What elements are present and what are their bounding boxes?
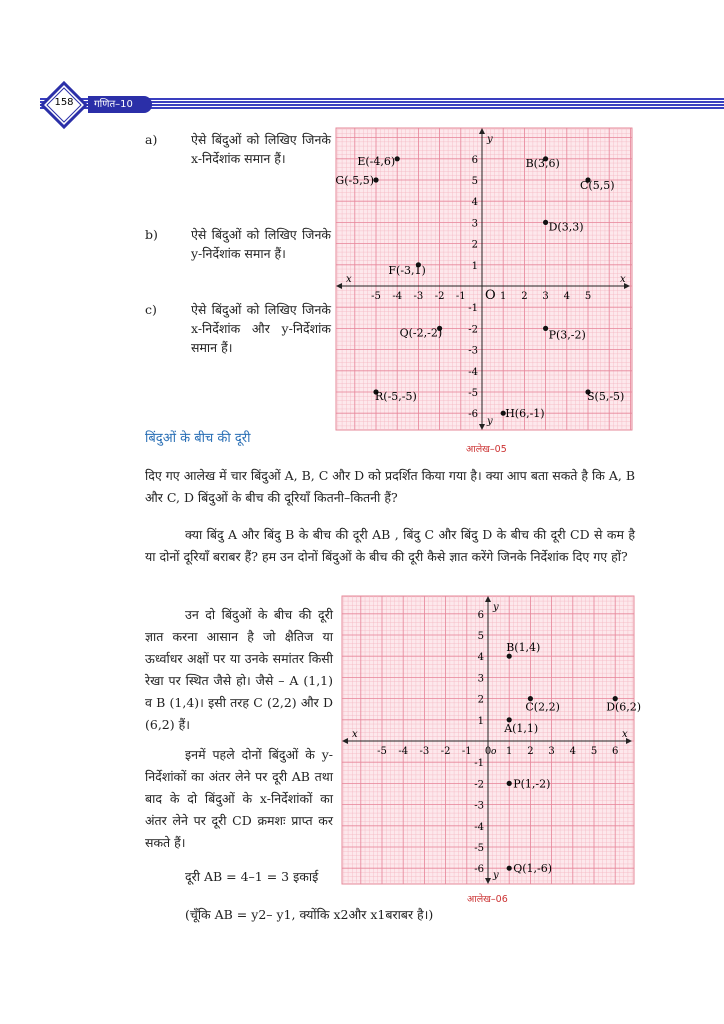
y-tick-label: 5: [477, 631, 484, 642]
data-point: [507, 654, 512, 659]
y-tick-label: -3: [474, 800, 484, 812]
y-axis-label: y: [487, 134, 493, 145]
y-axis-label-neg: y: [487, 416, 493, 427]
y-axis-label: y: [493, 602, 499, 613]
x-tick-label: -3: [413, 291, 424, 302]
x-tick-label: 6: [612, 746, 619, 757]
x-tick-label: 3: [542, 291, 549, 302]
x-tick-label: -2: [434, 291, 445, 302]
y-tick-label: 2: [471, 239, 478, 251]
point-label: D(3,3): [548, 220, 584, 234]
point-label: F(-3,1): [388, 263, 426, 277]
paragraph-3: उन दो बिंदुओं के बीच की दूरी ज्ञात करना आसान है जो क्षैतिज या ऊर्ध्वाधर अक्षों पर या उनके समांतर किसी रेखा पर स्थित जैसे हो। जैसे – A (1,1) व B (1,4)। इसी तरह C (2,2) और D (6,2) हैं।: [145, 607, 333, 732]
paragraph-5: दूरी AB = 4–1 = 3 इकाई: [185, 869, 319, 884]
data-point: [395, 156, 400, 161]
x-tick-label: -3: [419, 746, 430, 757]
paragraph-6: (चूँकि AB = y2– y1, क्योंकि x2और x1बराबर है।): [185, 907, 434, 922]
question-label: c): [145, 302, 157, 317]
y-tick-label: 4: [477, 652, 484, 664]
paragraph-1: दिए गए आलेख में चार बिंदुओं A, B, C और D को प्रदर्शित किया गया है। क्या आप बता सकते है कि A, B और C, D बिंदुओं के बीच की दूरियाँ कितनी–कितनी हैं?: [145, 468, 635, 505]
graph-05: [336, 128, 632, 430]
point-label: Q(1,-6): [513, 862, 553, 876]
x-axis-label: x: [622, 729, 628, 740]
y-tick-label: -2: [468, 324, 478, 336]
x-tick-label: -5: [371, 291, 381, 302]
x-tick-label: 3: [548, 746, 555, 757]
graph-06-caption: आलेख–06: [467, 894, 508, 905]
y-tick-label: 6: [471, 154, 478, 166]
x-tick-label: 1: [506, 746, 513, 757]
x-axis-label: x: [620, 274, 626, 285]
y-tick-label: -1: [468, 303, 478, 315]
x-tick-label: -1: [461, 746, 472, 757]
x-tick-label: -5: [377, 746, 387, 757]
graph-05-caption: आलेख–05: [466, 444, 507, 455]
y-tick-label: -4: [468, 366, 478, 378]
y-tick-label: 6: [477, 609, 484, 621]
question-text: ऐसे बिंदुओं को लिखिए जिनके x-निर्देशांक समान हैं।: [191, 132, 331, 166]
point-label: R(-5,-5): [375, 390, 417, 403]
x-tick-label: 5: [584, 291, 592, 302]
x-tick-label: 4: [563, 291, 570, 302]
origin-label: O: [485, 288, 496, 303]
point-label: C(5,5): [580, 179, 615, 192]
point-label: P(3,-2): [548, 328, 586, 342]
point-label: S(5,-5): [587, 390, 625, 403]
point-label: C(2,2): [525, 700, 560, 714]
paragraph-2: क्या बिंदु A और बिंदु B के बीच की दूरी AB , बिंदु C और बिंदु D के बीच की दूरी CD से कम है या दोनों दूरियाँ बराबर हैं? हम उन दोनों बिंदुओं के बीच की दूरी कैसे ज्ञात करेंगे जिनके निर्देशांक दिए गए हों?: [145, 527, 635, 564]
question-b: [145, 225, 335, 295]
y-tick-label: -1: [474, 758, 484, 770]
question-label: a): [145, 132, 158, 147]
y-tick-label: 2: [477, 694, 484, 706]
point-label: B(3,6): [525, 156, 560, 170]
origin-label: o: [491, 747, 497, 757]
x-tick-label: 2: [527, 746, 534, 757]
x-tick-label: 5: [590, 746, 598, 757]
y-tick-label: 1: [471, 260, 478, 272]
point-label: B(1,4): [506, 641, 541, 655]
y-axis-label-neg: y: [493, 870, 499, 881]
point-label: A(1,1): [504, 721, 539, 735]
point-label: H(6,-1): [505, 407, 545, 421]
point-label: E(-4,6): [357, 154, 396, 168]
y-tick-label: -6: [474, 864, 484, 876]
x-tick-label: -4: [398, 746, 409, 757]
point-label: P(1,-2): [513, 777, 551, 791]
data-point: [507, 866, 512, 871]
question-a: [145, 130, 335, 200]
question-text: ऐसे बिंदुओं को लिखिए जिनके y-निर्देशांक समान हैं।: [191, 227, 331, 261]
x-tick-label: 1: [500, 291, 507, 302]
x-axis-label-neg: x: [346, 274, 352, 285]
data-point: [373, 177, 378, 182]
graph-06: [342, 596, 642, 884]
point-label: G(-5,5): [335, 174, 374, 187]
y-tick-label: -6: [468, 409, 478, 421]
y-tick-label: 3: [471, 218, 478, 230]
y-tick-label: 5: [471, 176, 478, 187]
x-tick-label: 4: [569, 746, 576, 757]
x-axis-label-neg: x: [352, 729, 358, 740]
y-tick-label: 4: [471, 197, 478, 209]
question-text: ऐसे बिंदुओं को लिखिए जिनके x-निर्देशांक और y-निर्देशांक समान हैं।: [191, 302, 331, 355]
data-point: [543, 326, 548, 331]
x-tick-label: -4: [392, 291, 403, 302]
x-tick-label: 0: [484, 746, 492, 757]
y-tick-label: 3: [477, 673, 484, 685]
subject-label: गणित–10: [88, 96, 152, 113]
x-tick-label: 2: [521, 291, 528, 302]
y-tick-label: -4: [474, 821, 484, 833]
y-tick-label: -2: [474, 779, 484, 791]
y-tick-label: -3: [468, 345, 478, 357]
x-tick-label: -1: [455, 291, 466, 302]
paragraph-4: इनमें पहले दोनों बिंदुओं के y-निर्देशांकों का अंतर लेने पर दूरी AB तथा बाद के दो बिंदुओं के x-निर्देशांकों का अंतर लेने पर दूरी CD क्रमशः प्राप्त कर सकते हैं।: [145, 747, 333, 850]
y-tick-label: -5: [468, 388, 478, 399]
section-title: बिंदुओं के बीच की दूरी: [145, 431, 251, 446]
point-label: D(6,2): [606, 700, 642, 714]
data-point: [507, 781, 512, 786]
point-label: Q(-2,-2): [399, 326, 443, 340]
page-number: 158: [54, 97, 74, 108]
x-tick-label: -2: [440, 746, 451, 757]
y-tick-label: -5: [474, 843, 484, 854]
question-c: [145, 300, 335, 370]
data-point: [543, 220, 548, 225]
question-label: b): [145, 227, 158, 242]
y-tick-label: 1: [477, 715, 484, 727]
